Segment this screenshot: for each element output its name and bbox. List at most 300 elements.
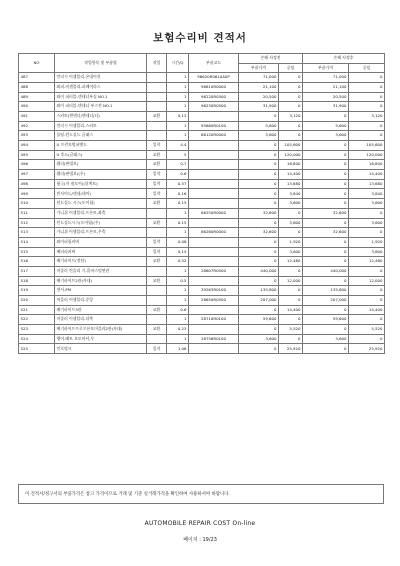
row-part-code: 39263R0100 xyxy=(189,286,239,296)
row-item: 행어-배트 오토머셔,우 xyxy=(55,334,147,344)
row-labor-after: 0 xyxy=(349,334,385,344)
table-row xyxy=(19,315,385,325)
row-qty: 1 xyxy=(167,102,189,112)
row-part-price-before: 440,000 xyxy=(239,266,279,276)
row-item: 배터리커버 xyxy=(55,247,147,257)
row-qty: 0.15 xyxy=(167,247,189,257)
row-item: 배기파이프3관 xyxy=(55,305,147,315)
row-part-code xyxy=(189,189,239,199)
row-no: 492 xyxy=(19,121,55,131)
row-part-price-before: 0 xyxy=(239,199,279,209)
header-part-code: 부품코드 xyxy=(189,54,239,73)
row-work xyxy=(147,286,167,296)
row-part-price-after: 3,600 xyxy=(303,131,349,141)
disclaimer-note: 이 견적서/정구서의 부품가격은 참고 가격이므로 거래 및 기준 실거래가격을 확인하여 사용하셔야 바랍니다. xyxy=(18,484,384,504)
row-item: 스커트(앤덴너/앤데너/다) xyxy=(55,111,147,121)
row-no: 523 xyxy=(19,325,55,335)
header-adjuster-group: 손해 사정후 xyxy=(303,54,385,64)
row-labor-before: 14,400 xyxy=(279,170,303,180)
row-no: 516 xyxy=(19,257,55,267)
row-labor-before: 3,600 xyxy=(279,199,303,209)
row-labor-after: 16,800 xyxy=(349,160,385,170)
row-labor-before: 0 xyxy=(279,82,303,92)
row-labor-after: 25,920 xyxy=(349,344,385,354)
row-part-price-before: 3,600 xyxy=(239,334,279,344)
row-qty: 5 xyxy=(167,150,189,160)
row-work: 일착 xyxy=(147,189,167,199)
row-part-price-before: 0 xyxy=(239,150,279,160)
row-work: 교환 xyxy=(147,199,167,209)
row-part-price-before: 0 xyxy=(239,305,279,315)
row-labor-before: 14,400 xyxy=(279,305,303,315)
row-labor-after: 3,600 xyxy=(349,247,385,257)
row-labor-before: 3,840 xyxy=(279,189,303,199)
row-item: 머플러 어셈블리-뒤쪽 xyxy=(55,315,147,325)
row-part-price-after: 207,000 xyxy=(303,296,349,306)
row-part-price-before: 32,600 xyxy=(239,228,279,238)
row-no: 489 xyxy=(19,92,55,102)
table-row xyxy=(19,305,385,315)
row-work: 교환 xyxy=(147,276,167,286)
row-no: 513 xyxy=(19,228,55,238)
row-labor-after: 3,840 xyxy=(349,189,385,199)
row-qty: 1.08 xyxy=(167,344,189,354)
row-part-code xyxy=(189,237,239,247)
row-labor-after: 0 xyxy=(349,82,385,92)
row-part-price-after: 59,600 xyxy=(303,315,349,325)
row-part-price-after: 0 xyxy=(303,111,349,121)
row-item: 와이 퍼터블-덴데너부실 NO.1 xyxy=(55,92,147,102)
row-work: 교환 xyxy=(147,218,167,228)
row-qty: 1 xyxy=(167,286,189,296)
row-labor-before: 0 xyxy=(279,266,303,276)
header-labor-after: 공임 xyxy=(349,63,385,73)
table-row xyxy=(19,247,385,257)
row-labor-after: 0 xyxy=(349,131,385,141)
row-work xyxy=(147,266,167,276)
row-part-price-after: 32,600 xyxy=(303,228,349,238)
row-labor-before: 0 xyxy=(279,315,303,325)
row-no: 514 xyxy=(19,237,55,247)
row-part-price-before: 0 xyxy=(239,325,279,335)
row-item: 머플러 어셈블리-중앙 xyxy=(55,296,147,306)
page-number: 페이지 : 19/23 xyxy=(183,537,217,543)
row-part-code xyxy=(189,160,239,170)
row-work: 교환 xyxy=(147,150,167,160)
row-item: U 프런트범퍼밴드 xyxy=(55,141,147,151)
row-work xyxy=(147,228,167,238)
row-labor-before: 0 xyxy=(279,121,303,131)
row-work: 교환 xyxy=(147,257,167,267)
row-no: 519 xyxy=(19,286,55,296)
row-qty: 0.6 xyxy=(167,305,189,315)
row-no: 525 xyxy=(19,344,55,354)
row-part-price-before: 135,800 xyxy=(239,286,279,296)
row-part-price-after: 0 xyxy=(303,237,349,247)
table-row xyxy=(19,228,385,238)
row-labor-before: 1,920 xyxy=(279,237,303,247)
row-labor-before: 0 xyxy=(279,228,303,238)
row-part-code: 86250R0000 xyxy=(189,208,239,218)
row-part-price-after: 0 xyxy=(303,141,349,151)
row-part-price-before: 20,500 xyxy=(239,92,279,102)
row-labor-after: 0 xyxy=(349,315,385,325)
row-part-price-before: 0 xyxy=(239,247,279,257)
row-item: 언더시 어셈블리-스커트 xyxy=(55,121,147,131)
row-item: 윈드실드 시스(도어립) xyxy=(55,199,147,209)
row-qty: 0.16 xyxy=(167,189,189,199)
row-labor-before: 13,680 xyxy=(279,179,303,189)
row-part-price-before: 0 xyxy=(239,257,279,267)
table-row xyxy=(19,170,385,180)
row-labor-after: 12,000 xyxy=(349,276,385,286)
table-row xyxy=(19,160,385,170)
row-item: 센서-PM xyxy=(55,286,147,296)
row-part-code xyxy=(189,150,239,160)
table-row xyxy=(19,150,385,160)
row-labor-after: 0 xyxy=(349,228,385,238)
row-part-code xyxy=(189,344,239,354)
row-no: 490 xyxy=(19,102,55,112)
row-no: 487 xyxy=(19,73,55,83)
row-part-price-before: 0 xyxy=(239,218,279,228)
row-part-price-after: 0 xyxy=(303,189,349,199)
row-labor-after: 0 xyxy=(349,92,385,102)
row-no: 515 xyxy=(19,247,55,257)
row-item: 몰딩-윈드실드 글래스 xyxy=(55,131,147,141)
row-qty: 4.4 xyxy=(167,141,189,151)
row-no: 498 xyxy=(19,179,55,189)
row-part-code: 96610R0000 xyxy=(189,82,239,92)
table-row xyxy=(19,92,385,102)
row-no: 518 xyxy=(19,276,55,286)
row-work xyxy=(147,92,167,102)
table-row xyxy=(19,189,385,199)
row-part-price-after: 0 xyxy=(303,160,349,170)
row-part-code xyxy=(189,218,239,228)
row-part-code: 96220R0500 xyxy=(189,92,239,102)
row-part-price-after: 0 xyxy=(303,276,349,286)
row-item: U 후드(글래스) xyxy=(55,150,147,160)
header-no: NO xyxy=(19,54,55,73)
row-part-price-after: 0 xyxy=(303,257,349,267)
row-labor-after: 0 xyxy=(349,121,385,131)
row-part-price-before: 0 xyxy=(239,141,279,151)
row-part-code xyxy=(189,141,239,151)
row-work: 교환 xyxy=(147,111,167,121)
row-item: 휀더(판넬브) xyxy=(55,160,147,170)
row-part-code xyxy=(189,111,239,121)
table-row xyxy=(19,82,385,92)
row-part-code: 86260R0000 xyxy=(189,228,239,238)
row-no: 488 xyxy=(19,82,55,92)
row-work: 일착 xyxy=(147,247,167,257)
row-part-price-after: 71,000 xyxy=(303,73,349,83)
row-labor-before: 0 xyxy=(279,131,303,141)
row-no: 495 xyxy=(19,150,55,160)
row-part-price-before: 207,000 xyxy=(239,296,279,306)
row-item: 와퍼-비셈블리-퍼레이라스 xyxy=(55,82,147,92)
row-labor-after: 5,520 xyxy=(349,325,385,335)
row-qty: 1 xyxy=(167,73,189,83)
row-qty: 1 xyxy=(167,334,189,344)
row-labor-before: 0 xyxy=(279,296,303,306)
row-part-price-before: 0 xyxy=(239,237,279,247)
header-part-price-before: 부품가격 xyxy=(239,63,279,73)
row-work xyxy=(147,73,167,83)
row-part-code: 28756R0100 xyxy=(189,334,239,344)
row-item: 휀더(판넬브)(우) xyxy=(55,170,147,180)
row-work xyxy=(147,121,167,131)
row-qty: 1 xyxy=(167,266,189,276)
row-part-code: 28650R0500 xyxy=(189,296,239,306)
row-part-code xyxy=(189,276,239,286)
row-work: 일착 xyxy=(147,141,167,151)
estimate-table xyxy=(18,53,385,354)
row-part-price-before: 59,600 xyxy=(239,315,279,325)
row-qty: 0.23 xyxy=(167,325,189,335)
row-item: 와이 퍼터블-덴데너 부스전 NO.1 xyxy=(55,102,147,112)
row-labor-before: 120,000 xyxy=(279,150,303,160)
row-part-price-before: 5,600 xyxy=(239,121,279,131)
row-part-code xyxy=(189,325,239,335)
row-part-price-after: 20,500 xyxy=(303,92,349,102)
row-no: 511 xyxy=(19,208,55,218)
row-no: 512 xyxy=(19,218,55,228)
row-item: 배기파이프2관(자대) xyxy=(55,276,147,286)
row-work xyxy=(147,315,167,325)
row-no: 493 xyxy=(19,131,55,141)
row-item: 와이퍼링커버 xyxy=(55,237,147,247)
row-part-price-after: 32,600 xyxy=(303,208,349,218)
header-item: 작업항목 및 부품명 xyxy=(55,54,147,73)
row-work: 일착 xyxy=(147,344,167,354)
row-labor-before: 3,120 xyxy=(279,111,303,121)
row-labor-before: 0 xyxy=(279,334,303,344)
row-part-price-after: 0 xyxy=(303,325,349,335)
table-row xyxy=(19,141,385,151)
table-row xyxy=(19,121,385,131)
row-part-price-after: 0 xyxy=(303,218,349,228)
footer-title: AUTOMOBILE REPAIR COST On-line xyxy=(144,520,256,527)
row-qty: 1 xyxy=(167,131,189,141)
row-part-price-after: 31,900 xyxy=(303,102,349,112)
row-no: 499 xyxy=(19,189,55,199)
row-part-price-after: 0 xyxy=(303,305,349,315)
row-part-price-before: 21,100 xyxy=(239,82,279,92)
page-title: 보험수리비 견적서 xyxy=(153,32,247,44)
row-qty: 1 xyxy=(167,208,189,218)
row-item: 배기파이프프로프론트머플러2관(자대) xyxy=(55,325,147,335)
table-row xyxy=(19,257,385,267)
row-qty: 1 xyxy=(167,228,189,238)
table-row xyxy=(19,276,385,286)
row-no: 494 xyxy=(19,141,55,151)
row-no: 521 xyxy=(19,305,55,315)
header-qty: 시간/Q xyxy=(167,54,189,73)
row-work: 일착 xyxy=(147,170,167,180)
row-part-price-before: 0 xyxy=(239,111,279,121)
header-work: 작업 xyxy=(147,54,167,73)
row-no: 491 xyxy=(19,111,55,121)
row-qty: 0.15 xyxy=(167,199,189,209)
row-qty: 1 xyxy=(167,296,189,306)
table-row xyxy=(19,266,385,276)
row-part-price-before: 3,600 xyxy=(239,131,279,141)
row-part-price-before: 0 xyxy=(239,344,279,354)
row-work xyxy=(147,208,167,218)
row-labor-after: 0 xyxy=(349,296,385,306)
row-part-price-after: 0 xyxy=(303,150,349,160)
table-row xyxy=(19,325,385,335)
row-labor-after: 0 xyxy=(349,286,385,296)
row-labor-before: 12,000 xyxy=(279,276,303,286)
table-row xyxy=(19,131,385,141)
row-part-code xyxy=(189,257,239,267)
row-qty: 0.52 xyxy=(167,257,189,267)
row-item: 머플러 컨슬리 기-콤바스텀연관 xyxy=(55,266,147,276)
row-no: 496 xyxy=(19,160,55,170)
row-part-code: 28710R0100 xyxy=(189,315,239,325)
row-part-price-after: 0 xyxy=(303,199,349,209)
row-item: 배기파이프(전단) xyxy=(55,257,147,267)
row-labor-after: 0 xyxy=(349,208,385,218)
row-work xyxy=(147,102,167,112)
row-labor-after: 14,400 xyxy=(349,305,385,315)
table-row xyxy=(19,218,385,228)
table-row xyxy=(19,208,385,218)
row-part-code xyxy=(189,179,239,189)
row-part-price-before: 32,600 xyxy=(239,208,279,218)
header-labor-before: 공임 xyxy=(279,63,303,73)
row-labor-after: 0 xyxy=(349,73,385,83)
row-part-code xyxy=(189,199,239,209)
row-no: 520 xyxy=(19,296,55,306)
row-labor-before: 105,600 xyxy=(279,141,303,151)
row-part-code: 86120R0000 xyxy=(189,131,239,141)
row-labor-before: 0 xyxy=(279,73,303,83)
row-qty: 0.13 xyxy=(167,111,189,121)
row-qty: 0.6 xyxy=(167,170,189,180)
table-row xyxy=(19,102,385,112)
row-labor-before: 0 xyxy=(279,286,303,296)
row-part-code: 28607R0500 xyxy=(189,266,239,276)
row-labor-after: 120,000 xyxy=(349,150,385,160)
table-row xyxy=(19,286,385,296)
table-row xyxy=(19,199,385,209)
row-labor-after: 1,920 xyxy=(349,237,385,247)
row-labor-after: 3,600 xyxy=(349,218,385,228)
row-work: 교환 xyxy=(147,325,167,335)
row-part-price-before: 31,900 xyxy=(239,102,279,112)
row-part-price-before: 0 xyxy=(239,189,279,199)
row-qty: 0.57 xyxy=(167,179,189,189)
row-labor-after: 3,120 xyxy=(349,111,385,121)
row-labor-after: 13,680 xyxy=(349,179,385,189)
row-part-price-before: 0 xyxy=(239,179,279,189)
row-part-code xyxy=(189,305,239,315)
row-labor-after: 0 xyxy=(349,266,385,276)
row-labor-before: 16,800 xyxy=(279,160,303,170)
table-row xyxy=(19,344,385,354)
row-part-code: 96620R0610A0P xyxy=(189,73,239,83)
row-part-price-after: 0 xyxy=(303,170,349,180)
row-labor-before: 3,600 xyxy=(279,218,303,228)
row-qty: 0.7 xyxy=(167,160,189,170)
row-part-price-after: 3,600 xyxy=(303,334,349,344)
row-labor-before: 3,600 xyxy=(279,247,303,257)
row-labor-after: 0 xyxy=(349,102,385,112)
row-item: 윙극(자 점도어)(뒤쪽트) xyxy=(55,179,147,189)
header-insurer-group: 손해 사정전 xyxy=(239,54,303,64)
row-item: 빈사이드/덴내(데어) xyxy=(55,189,147,199)
row-part-price-after: 135,800 xyxy=(303,286,349,296)
row-labor-after: 105,600 xyxy=(349,141,385,151)
row-part-price-before: 71,000 xyxy=(239,73,279,83)
row-labor-before: 0 xyxy=(279,208,303,218)
row-qty: 1 xyxy=(167,92,189,102)
row-work xyxy=(147,296,167,306)
row-work: 교환 xyxy=(147,160,167,170)
row-labor-before: 0 xyxy=(279,92,303,102)
row-part-price-after: 0 xyxy=(303,344,349,354)
row-part-price-before: 0 xyxy=(239,276,279,286)
row-part-code: 95660R0100 xyxy=(189,121,239,131)
row-part-code: 96230R0500 xyxy=(189,102,239,112)
table-row xyxy=(19,296,385,306)
row-item: 윈드실드시스(도어립)(우) xyxy=(55,218,147,228)
row-labor-before: 12,480 xyxy=(279,257,303,267)
header-part-price-after: 부품가격 xyxy=(303,63,349,73)
row-part-code xyxy=(189,170,239,180)
row-labor-before: 0 xyxy=(279,102,303,112)
table-row xyxy=(19,334,385,344)
row-work xyxy=(147,82,167,92)
row-qty: 0.5 xyxy=(167,276,189,286)
row-work xyxy=(147,334,167,344)
row-part-price-before: 0 xyxy=(239,170,279,180)
row-labor-after: 12,480 xyxy=(349,257,385,267)
row-labor-after: 3,600 xyxy=(349,199,385,209)
row-qty: 1 xyxy=(167,315,189,325)
row-no: 524 xyxy=(19,334,55,344)
row-no: 510 xyxy=(19,199,55,209)
row-qty: 1 xyxy=(167,121,189,131)
table-row xyxy=(19,237,385,247)
row-part-price-before: 0 xyxy=(239,160,279,170)
row-part-price-after: 0 xyxy=(303,179,349,189)
row-no: 517 xyxy=(19,266,55,276)
row-work: 일착 xyxy=(147,237,167,247)
row-work: 교환 xyxy=(147,305,167,315)
table-row xyxy=(19,73,385,83)
row-item: 가니쉬 어셈블리-프론트,우측 xyxy=(55,228,147,238)
table-row xyxy=(19,179,385,189)
row-part-price-after: 21,100 xyxy=(303,82,349,92)
row-part-code xyxy=(189,247,239,257)
row-work: 일착 xyxy=(147,179,167,189)
row-item: 가니쉬 어셈블리-프론트,좌측 xyxy=(55,208,147,218)
row-labor-before: 5,520 xyxy=(279,325,303,335)
row-part-price-after: 0 xyxy=(303,247,349,257)
row-qty: 0.15 xyxy=(167,218,189,228)
row-no: 497 xyxy=(19,170,55,180)
row-qty: 1 xyxy=(167,82,189,92)
row-labor-after: 14,400 xyxy=(349,170,385,180)
row-labor-before: 25,920 xyxy=(279,344,303,354)
row-item: 언로덩크 xyxy=(55,344,147,354)
row-item: 언더시 어셈블리-콘네이션 xyxy=(55,73,147,83)
